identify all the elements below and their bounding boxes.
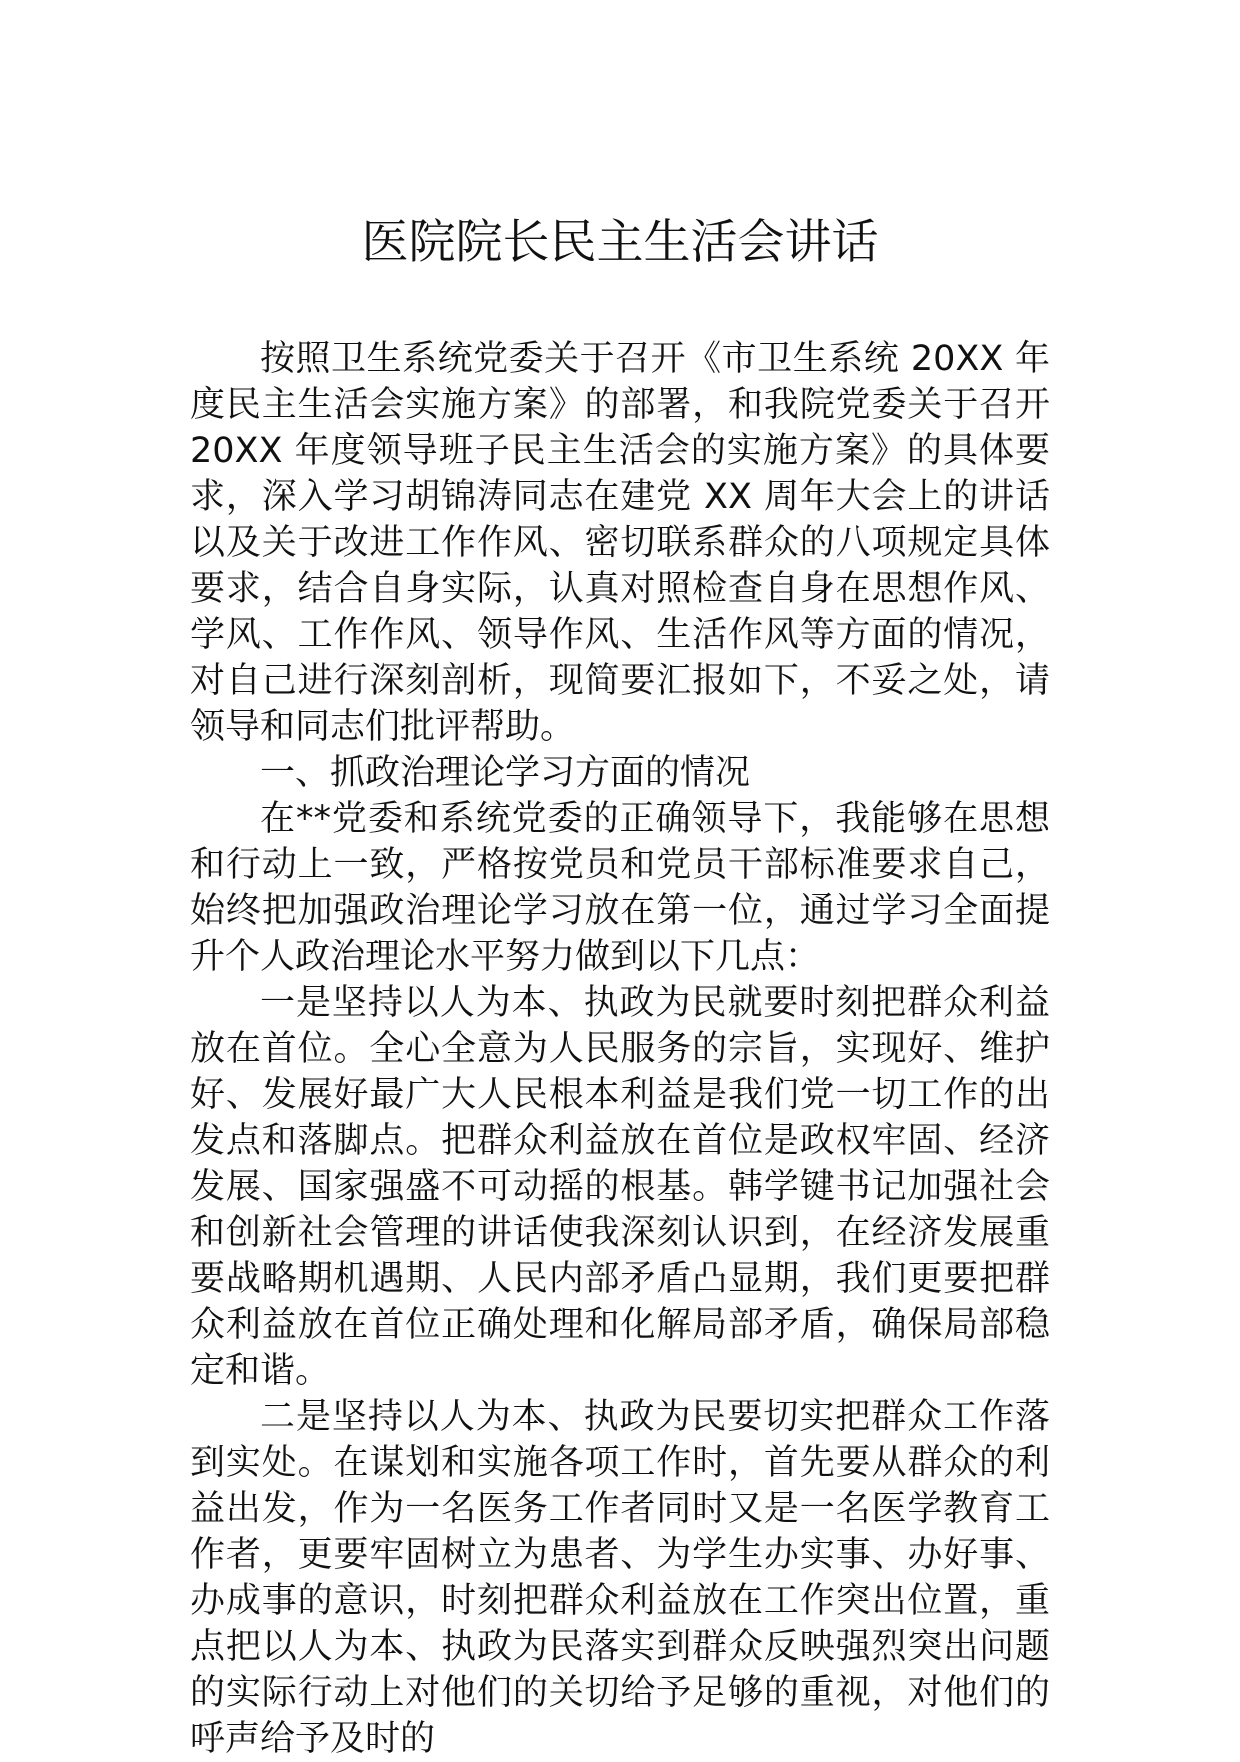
intro-paragraph: 按照卫生系统党委关于召开《市卫生系统 20XX 年度民主生活会实施方案》的部署，和我院党委关于召开 20XX 年度领导班子民主生活会的实施方案》的具体要求，深入学习胡锦涛同志在建党 XX 周年大会上的讲话以及关于改进工作作风、密切联系群众的八项规定具体要求，结合自身实际，认真对照检查自身在思想作风、学风、工作作风、领导作风、生活作风等方面的情况，对自己进行深刻剖析，现简要汇报如下，不妥之处，请领导和同志们批评帮助。 [190, 339, 1050, 747]
point-one-paragraph: 一是坚持以人为本、执政为民就要时刻把群众利益放在首位。全心全意为人民服务的宗旨，实现好、维护好、发展好最广大人民根本利益是我们党一切工作的出发点和落脚点。把群众利益放在首位是政权牢固、经济发展、国家强盛不可动摇的根基。韩学键书记加强社会和创新社会管理的讲话使我深刻认识到，在经济发展重要战略期机遇期、人民内部矛盾凸显期，我们更要把群众利益放在首位正确处理和化解局部矛盾，确保局部稳定和谐。 [190, 983, 1050, 1391]
point-two-paragraph: 二是坚持以人为本、执政为民要切实把群众工作落到实处。在谋划和实施各项工作时，首先要从群众的利益出发，作为一名医务工作者同时又是一名医学教育工作者，更要牢固树立为患者、为学生办实事、办好事、办成事的意识，时刻把群众利益放在工作突出位置，重点把以人为本、执政为民落实到群众反映强烈突出问题的实际行动上对他们的关切给予足够的重视，对他们的呼声给予及时的 [190, 1397, 1050, 1759]
section-heading: 一、抓政治理论学习方面的情况 [260, 753, 751, 793]
section-intro-paragraph: 在**党委和系统党委的正确领导下，我能够在思想和行动上一致，严格按党员和党员干部标准要求自己，始终把加强政治理论学习放在第一位，通过学习全面提升个人政治理论水平努力做到以下几点： [190, 799, 1050, 977]
document-title: 医院院长民主生活会讲话 [361, 215, 879, 270]
document-body [190, 336, 1050, 1762]
